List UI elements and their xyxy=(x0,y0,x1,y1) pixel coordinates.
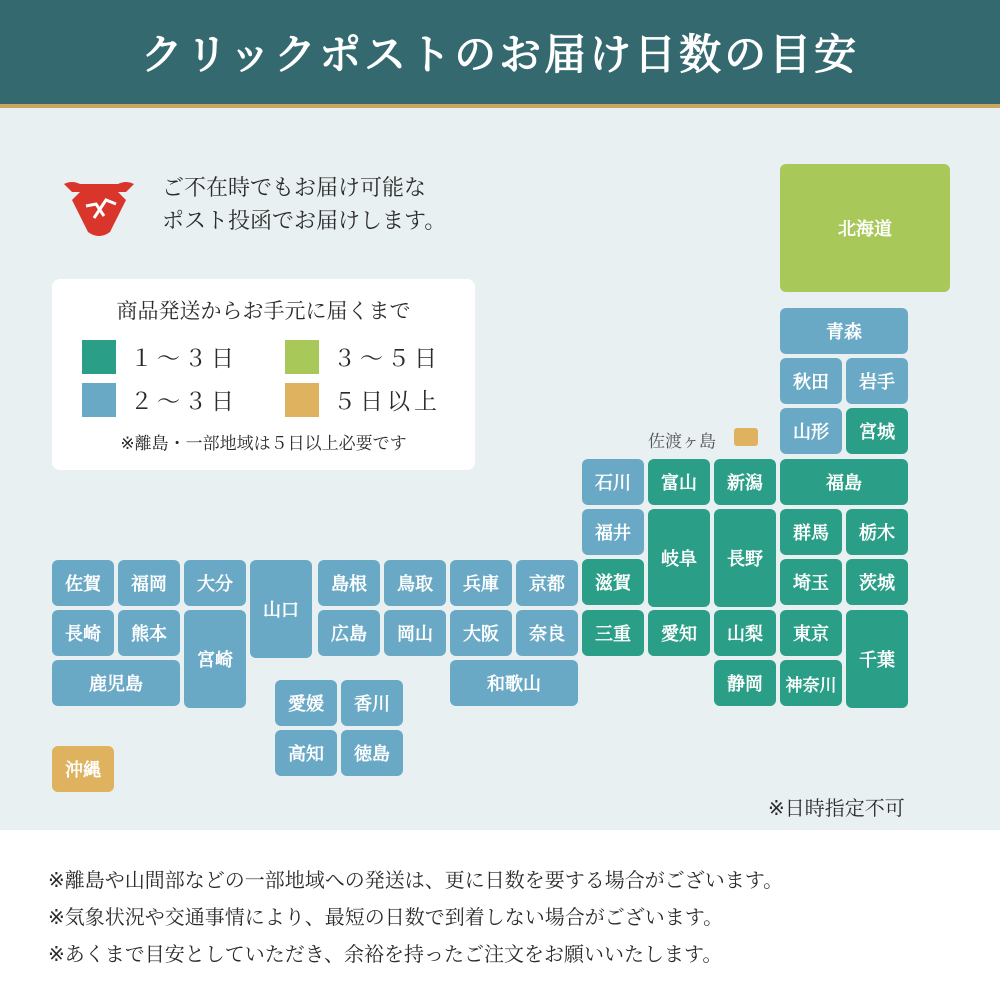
pref-ibaraki: 茨城 xyxy=(846,559,908,605)
legend-swatch-3-5 xyxy=(285,340,319,374)
pref-aichi: 愛知 xyxy=(648,610,710,656)
pref-fukui: 福井 xyxy=(582,509,644,555)
pref-chiba: 千葉 xyxy=(846,610,908,708)
intro-line-1: ご不在時でもお届け可能な xyxy=(162,176,427,201)
pref-nagasaki: 長崎 xyxy=(52,610,114,656)
pref-miyazaki: 宮崎 xyxy=(184,610,246,708)
pref-nara: 奈良 xyxy=(516,610,578,656)
pref-tochigi: 栃木 xyxy=(846,509,908,555)
legend-swatch-2-3 xyxy=(82,383,116,417)
pref-shiga: 滋賀 xyxy=(582,559,644,605)
sado-swatch xyxy=(734,428,758,446)
pref-fukushima: 福島 xyxy=(780,459,908,505)
sado-label: 佐渡ヶ島 xyxy=(648,432,716,452)
pref-aomori: 青森 xyxy=(780,308,908,354)
pref-tokyo: 東京 xyxy=(780,610,842,656)
page-title: クリックポストのお届け日数の目安 xyxy=(140,30,860,79)
pref-ehime: 愛媛 xyxy=(275,680,337,726)
pref-yamaguchi: 山口 xyxy=(250,560,312,658)
pref-mie: 三重 xyxy=(582,610,644,656)
no-date-note: ※日時指定不可 xyxy=(768,796,905,820)
intro-text xyxy=(162,172,446,238)
pref-kagoshima: 鹿児島 xyxy=(52,660,180,706)
pref-hyogo: 兵庫 xyxy=(450,560,512,606)
pref-toyama: 富山 xyxy=(648,459,710,505)
pref-niigata: 新潟 xyxy=(714,459,776,505)
legend-label-1-3: １～３日 xyxy=(130,346,238,372)
header-banner xyxy=(0,0,1000,108)
footer-note-3: ※あくまで目安としていただき、余裕を持ったご注文をお願いいたします。 xyxy=(48,942,723,966)
legend-swatch-1-3 xyxy=(82,340,116,374)
intro-line-2: ポスト投函でお届けします。 xyxy=(162,209,447,234)
legend-note: ※離島・一部地域は５日以上必要です xyxy=(120,434,407,454)
pref-kochi: 高知 xyxy=(275,730,337,776)
pref-akita: 秋田 xyxy=(780,358,842,404)
footer-note-2: ※気象状況や交通事情により、最短の日数で到着しない場合がございます。 xyxy=(48,905,724,929)
pref-yamagata: 山形 xyxy=(780,408,842,454)
legend-label-2-3: ２～３日 xyxy=(130,389,238,415)
pref-gunma: 群馬 xyxy=(780,509,842,555)
pref-miyagi: 宮城 xyxy=(846,408,908,454)
pref-nagano: 長野 xyxy=(714,509,776,607)
pref-osaka: 大阪 xyxy=(450,610,512,656)
pref-wakayama: 和歌山 xyxy=(450,660,578,706)
pref-okinawa: 沖縄 xyxy=(52,746,114,792)
pref-ishikawa: 石川 xyxy=(582,459,644,505)
pref-yamanashi: 山梨 xyxy=(714,610,776,656)
footer-notes xyxy=(48,862,783,973)
pref-tokushima: 徳島 xyxy=(341,730,403,776)
pref-iwate: 岩手 xyxy=(846,358,908,404)
legend-label-5-plus: ５日以上 xyxy=(333,389,441,415)
pref-hokkaido: 北海道 xyxy=(780,164,950,292)
pref-saga: 佐賀 xyxy=(52,560,114,606)
legend-title: 商品発送からお手元に届くまで xyxy=(116,299,411,323)
pref-tottori: 鳥取 xyxy=(384,560,446,606)
footer-note-1: ※離島や山間部などの一部地域への発送は、更に日数を要する場合がございます。 xyxy=(48,868,784,892)
pref-kyoto: 京都 xyxy=(516,560,578,606)
pref-hiroshima: 広島 xyxy=(318,610,380,656)
pref-shizuoka: 静岡 xyxy=(714,660,776,706)
pref-kumamoto: 熊本 xyxy=(118,610,180,656)
clickpost-logo-icon xyxy=(62,180,136,240)
pref-okayama: 岡山 xyxy=(384,610,446,656)
pref-fukuoka: 福岡 xyxy=(118,560,180,606)
pref-kanagawa: 神奈川 xyxy=(780,660,842,706)
pref-oita: 大分 xyxy=(184,560,246,606)
pref-gifu: 岐阜 xyxy=(648,509,710,607)
legend-card xyxy=(52,279,475,470)
legend-swatch-5-plus xyxy=(285,383,319,417)
pref-kagawa: 香川 xyxy=(341,680,403,726)
legend-label-3-5: ３～５日 xyxy=(333,346,441,372)
pref-saitama: 埼玉 xyxy=(780,559,842,605)
pref-shimane: 島根 xyxy=(318,560,380,606)
